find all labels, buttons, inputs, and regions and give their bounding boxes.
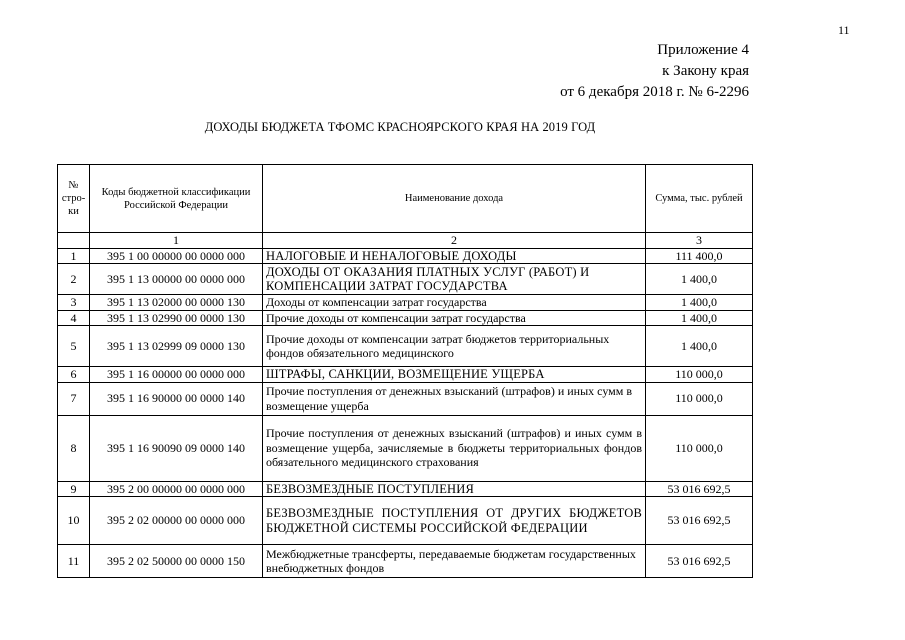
header-num: № стро-ки	[58, 165, 90, 233]
table-row	[58, 264, 753, 295]
page-number: 11	[838, 23, 850, 37]
row-name: ШТРАФЫ, САНКЦИИ, ВОЗМЕЩЕНИЕ УЩЕРБА	[263, 367, 646, 383]
row-name: Межбюджетные трансферты, передаваемые бюджетам государственных внебюджетных фондов	[263, 545, 646, 578]
index-cell-empty	[58, 233, 90, 249]
row-num: 8	[58, 415, 90, 481]
row-name: Прочие поступления от денежных взысканий (штрафов) и иных сумм в возмещение ущерба	[263, 382, 646, 415]
appendix-line-3: от 6 декабря 2018 г. № 6-2296	[560, 84, 749, 100]
row-code: 395 1 16 00000 00 0000 000	[90, 367, 263, 383]
row-name: БЕЗВОЗМЕЗДНЫЕ ПОСТУПЛЕНИЯ	[263, 481, 646, 497]
row-code: 395 1 00 00000 00 0000 000	[90, 248, 263, 264]
row-code: 395 2 02 50000 00 0000 150	[90, 545, 263, 578]
row-sum: 1 400,0	[646, 295, 753, 311]
row-code: 395 1 13 02000 00 0000 130	[90, 295, 263, 311]
row-num: 1	[58, 248, 90, 264]
row-num: 4	[58, 310, 90, 326]
table-header-row	[58, 165, 753, 233]
row-name: НАЛОГОВЫЕ И НЕНАЛОГОВЫЕ ДОХОДЫ	[263, 248, 646, 264]
table-row	[58, 367, 753, 383]
row-code: 395 1 13 00000 00 0000 000	[90, 264, 263, 295]
table-row	[58, 295, 753, 311]
row-num: 2	[58, 264, 90, 295]
table-row	[58, 497, 753, 545]
table-row	[58, 481, 753, 497]
row-name: Прочие доходы от компенсации затрат государства	[263, 310, 646, 326]
table-row	[58, 415, 753, 481]
row-num: 3	[58, 295, 90, 311]
row-code: 395 1 16 90000 00 0000 140	[90, 382, 263, 415]
column-index-row	[58, 233, 753, 249]
table-row	[58, 248, 753, 264]
row-num: 7	[58, 382, 90, 415]
appendix-line-1: Приложение 4	[657, 42, 749, 58]
table-row	[58, 326, 753, 367]
row-code: 395 1 16 90090 09 0000 140	[90, 415, 263, 481]
appendix-block	[560, 40, 749, 103]
row-code: 395 2 02 00000 00 0000 000	[90, 497, 263, 545]
row-sum: 1 400,0	[646, 310, 753, 326]
row-sum: 1 400,0	[646, 326, 753, 367]
row-sum: 110 000,0	[646, 382, 753, 415]
row-name: Прочие поступления от денежных взысканий (штрафов) и иных сумм в возмещение ущерба, зачисляемые в бюджеты территориальных фондов обязательного медицинского страхования	[263, 415, 646, 481]
row-code: 395 1 13 02990 00 0000 130	[90, 310, 263, 326]
row-sum: 53 016 692,5	[646, 497, 753, 545]
index-cell: 1	[90, 233, 263, 249]
table-row	[58, 545, 753, 578]
table-row	[58, 310, 753, 326]
row-sum: 110 000,0	[646, 367, 753, 383]
header-code: Коды бюджетной классификации Российской Федерации	[90, 165, 263, 233]
row-name: Доходы от компенсации затрат государства	[263, 295, 646, 311]
row-num: 9	[58, 481, 90, 497]
row-sum: 1 400,0	[646, 264, 753, 295]
document-title: ДОХОДЫ БЮДЖЕТА ТФОМС КРАСНОЯРСКОГО КРАЯ НА 2019 ГОД	[204, 120, 596, 134]
index-cell: 3	[646, 233, 753, 249]
appendix-line-2: к Закону края	[662, 63, 749, 79]
row-code: 395 2 00 00000 00 0000 000	[90, 481, 263, 497]
header-name: Наименование дохода	[263, 165, 646, 233]
row-num: 5	[58, 326, 90, 367]
row-sum: 111 400,0	[646, 248, 753, 264]
row-num: 10	[58, 497, 90, 545]
table-row	[58, 382, 753, 415]
row-name: БЕЗВОЗМЕЗДНЫЕ ПОСТУПЛЕНИЯ ОТ ДРУГИХ БЮДЖЕТОВ БЮДЖЕТНОЙ СИСТЕМЫ РОССИЙСКОЙ ФЕДЕРАЦИИ	[263, 497, 646, 545]
row-name: Прочие доходы от компенсации затрат бюджетов территориальных фондов обязательного медицинского	[263, 326, 646, 367]
row-sum: 53 016 692,5	[646, 481, 753, 497]
row-sum: 53 016 692,5	[646, 545, 753, 578]
header-sum: Сумма, тыс. рублей	[646, 165, 753, 233]
row-num: 6	[58, 367, 90, 383]
row-code: 395 1 13 02999 09 0000 130	[90, 326, 263, 367]
row-sum: 110 000,0	[646, 415, 753, 481]
index-cell: 2	[263, 233, 646, 249]
row-name: ДОХОДЫ ОТ ОКАЗАНИЯ ПЛАТНЫХ УСЛУГ (РАБОТ) И КОМПЕНСАЦИИ ЗАТРАТ ГОСУДАРСТВА	[263, 264, 646, 295]
budget-income-table	[57, 164, 753, 578]
row-num: 11	[58, 545, 90, 578]
